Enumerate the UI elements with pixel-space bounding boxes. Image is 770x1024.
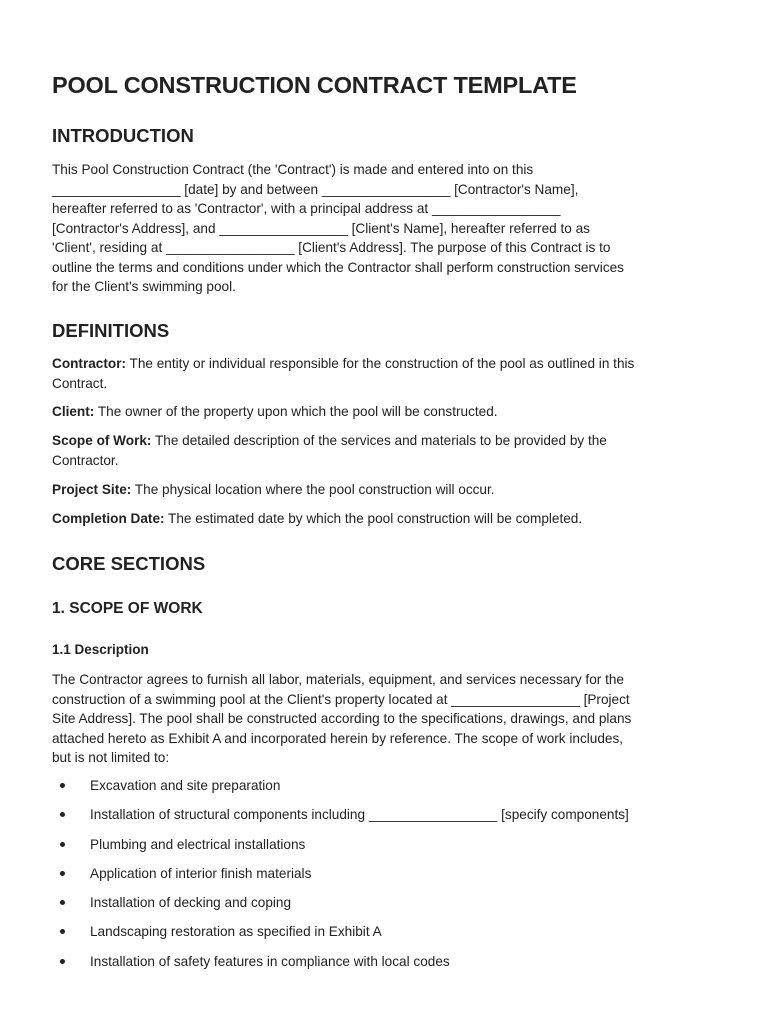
description-line: construction of a swimming pool at the Client's property located at _________________ [Project <box>52 691 630 707</box>
intro-line: _________________ [date] by and between _________________ [Contractor's Name], <box>52 181 579 197</box>
introduction-paragraph <box>52 160 720 297</box>
intro-line: This Pool Construction Contract (the 'Contract') is made and entered into on this <box>52 162 534 177</box>
definition-text: The physical location where the pool construction will occur. <box>131 482 495 497</box>
list-item: Application of interior finish materials <box>52 864 720 893</box>
intro-line: for the Client's swimming pool. <box>52 279 236 294</box>
description-paragraph <box>52 670 720 768</box>
definition-completion-date <box>52 509 720 529</box>
definition-text: The entity or individual responsible for the construction of the pool as outlined in this <box>126 356 635 371</box>
list-item: Installation of structural components including _________________ [specify components] <box>52 805 720 834</box>
definition-scope-of-work <box>52 431 720 470</box>
definition-term: Contractor: <box>52 356 127 371</box>
definition-text: The estimated date by which the pool construction will be completed. <box>164 511 583 526</box>
intro-line: [Contractor's Address], and _________________ [Client's Name], hereafter referred to as <box>52 220 590 236</box>
definition-client <box>52 402 720 422</box>
definition-text: The detailed description of the services and materials to be provided by the <box>151 433 607 448</box>
intro-line: outline the terms and conditions under which the Contractor shall perform construction services <box>52 259 624 275</box>
document-title: POOL CONSTRUCTION CONTRACT TEMPLATE <box>52 72 577 98</box>
scope-bullet-list <box>52 776 720 981</box>
list-item: Plumbing and electrical installations <box>52 835 720 864</box>
bullet-icon <box>60 783 65 788</box>
bullet-icon <box>60 929 65 934</box>
definition-contractor <box>52 354 720 393</box>
bullet-icon <box>60 812 65 817</box>
core-sections-heading: CORE SECTIONS <box>52 553 206 574</box>
definition-text: Contractor. <box>52 452 119 468</box>
description-line: attached hereto as Exhibit A and incorporated herein by reference. The scope of work includes, <box>52 730 624 746</box>
bullet-icon <box>60 842 65 847</box>
definition-project-site <box>52 480 720 500</box>
definition-text: Contract. <box>52 375 108 391</box>
list-item: Installation of safety features in compliance with local codes <box>52 952 720 981</box>
description-line: The Contractor agrees to furnish all labor, materials, equipment, and services necessary for the <box>52 672 624 687</box>
definitions-heading: DEFINITIONS <box>52 320 170 341</box>
scope-of-work-heading: 1. SCOPE OF WORK <box>52 600 203 617</box>
description-line: but is not limited to: <box>52 750 170 765</box>
bullet-icon <box>60 900 65 905</box>
list-item: Excavation and site preparation <box>52 776 720 805</box>
definition-term: Scope of Work: <box>52 433 152 448</box>
description-subheading: 1.1 Description <box>52 642 149 657</box>
intro-line: 'Client', residing at _________________ [Client's Address]. The purpose of this Contract is to <box>52 240 611 255</box>
definition-text: The owner of the property upon which the pool will be constructed. <box>94 404 498 419</box>
definition-term: Project Site: <box>52 482 132 497</box>
list-item: Installation of decking and coping <box>52 893 720 922</box>
bullet-icon <box>60 959 65 964</box>
definition-term: Client: <box>52 404 95 419</box>
definition-term: Completion Date: <box>52 511 165 526</box>
introduction-heading: INTRODUCTION <box>52 125 194 146</box>
list-item: Landscaping restoration as specified in Exhibit A <box>52 922 720 951</box>
description-line: Site Address]. The pool shall be constructed according to the specifications, drawings, and plans <box>52 711 632 726</box>
intro-line: hereafter referred to as 'Contractor', with a principal address at _________________ <box>52 201 561 216</box>
bullet-icon <box>60 871 65 876</box>
